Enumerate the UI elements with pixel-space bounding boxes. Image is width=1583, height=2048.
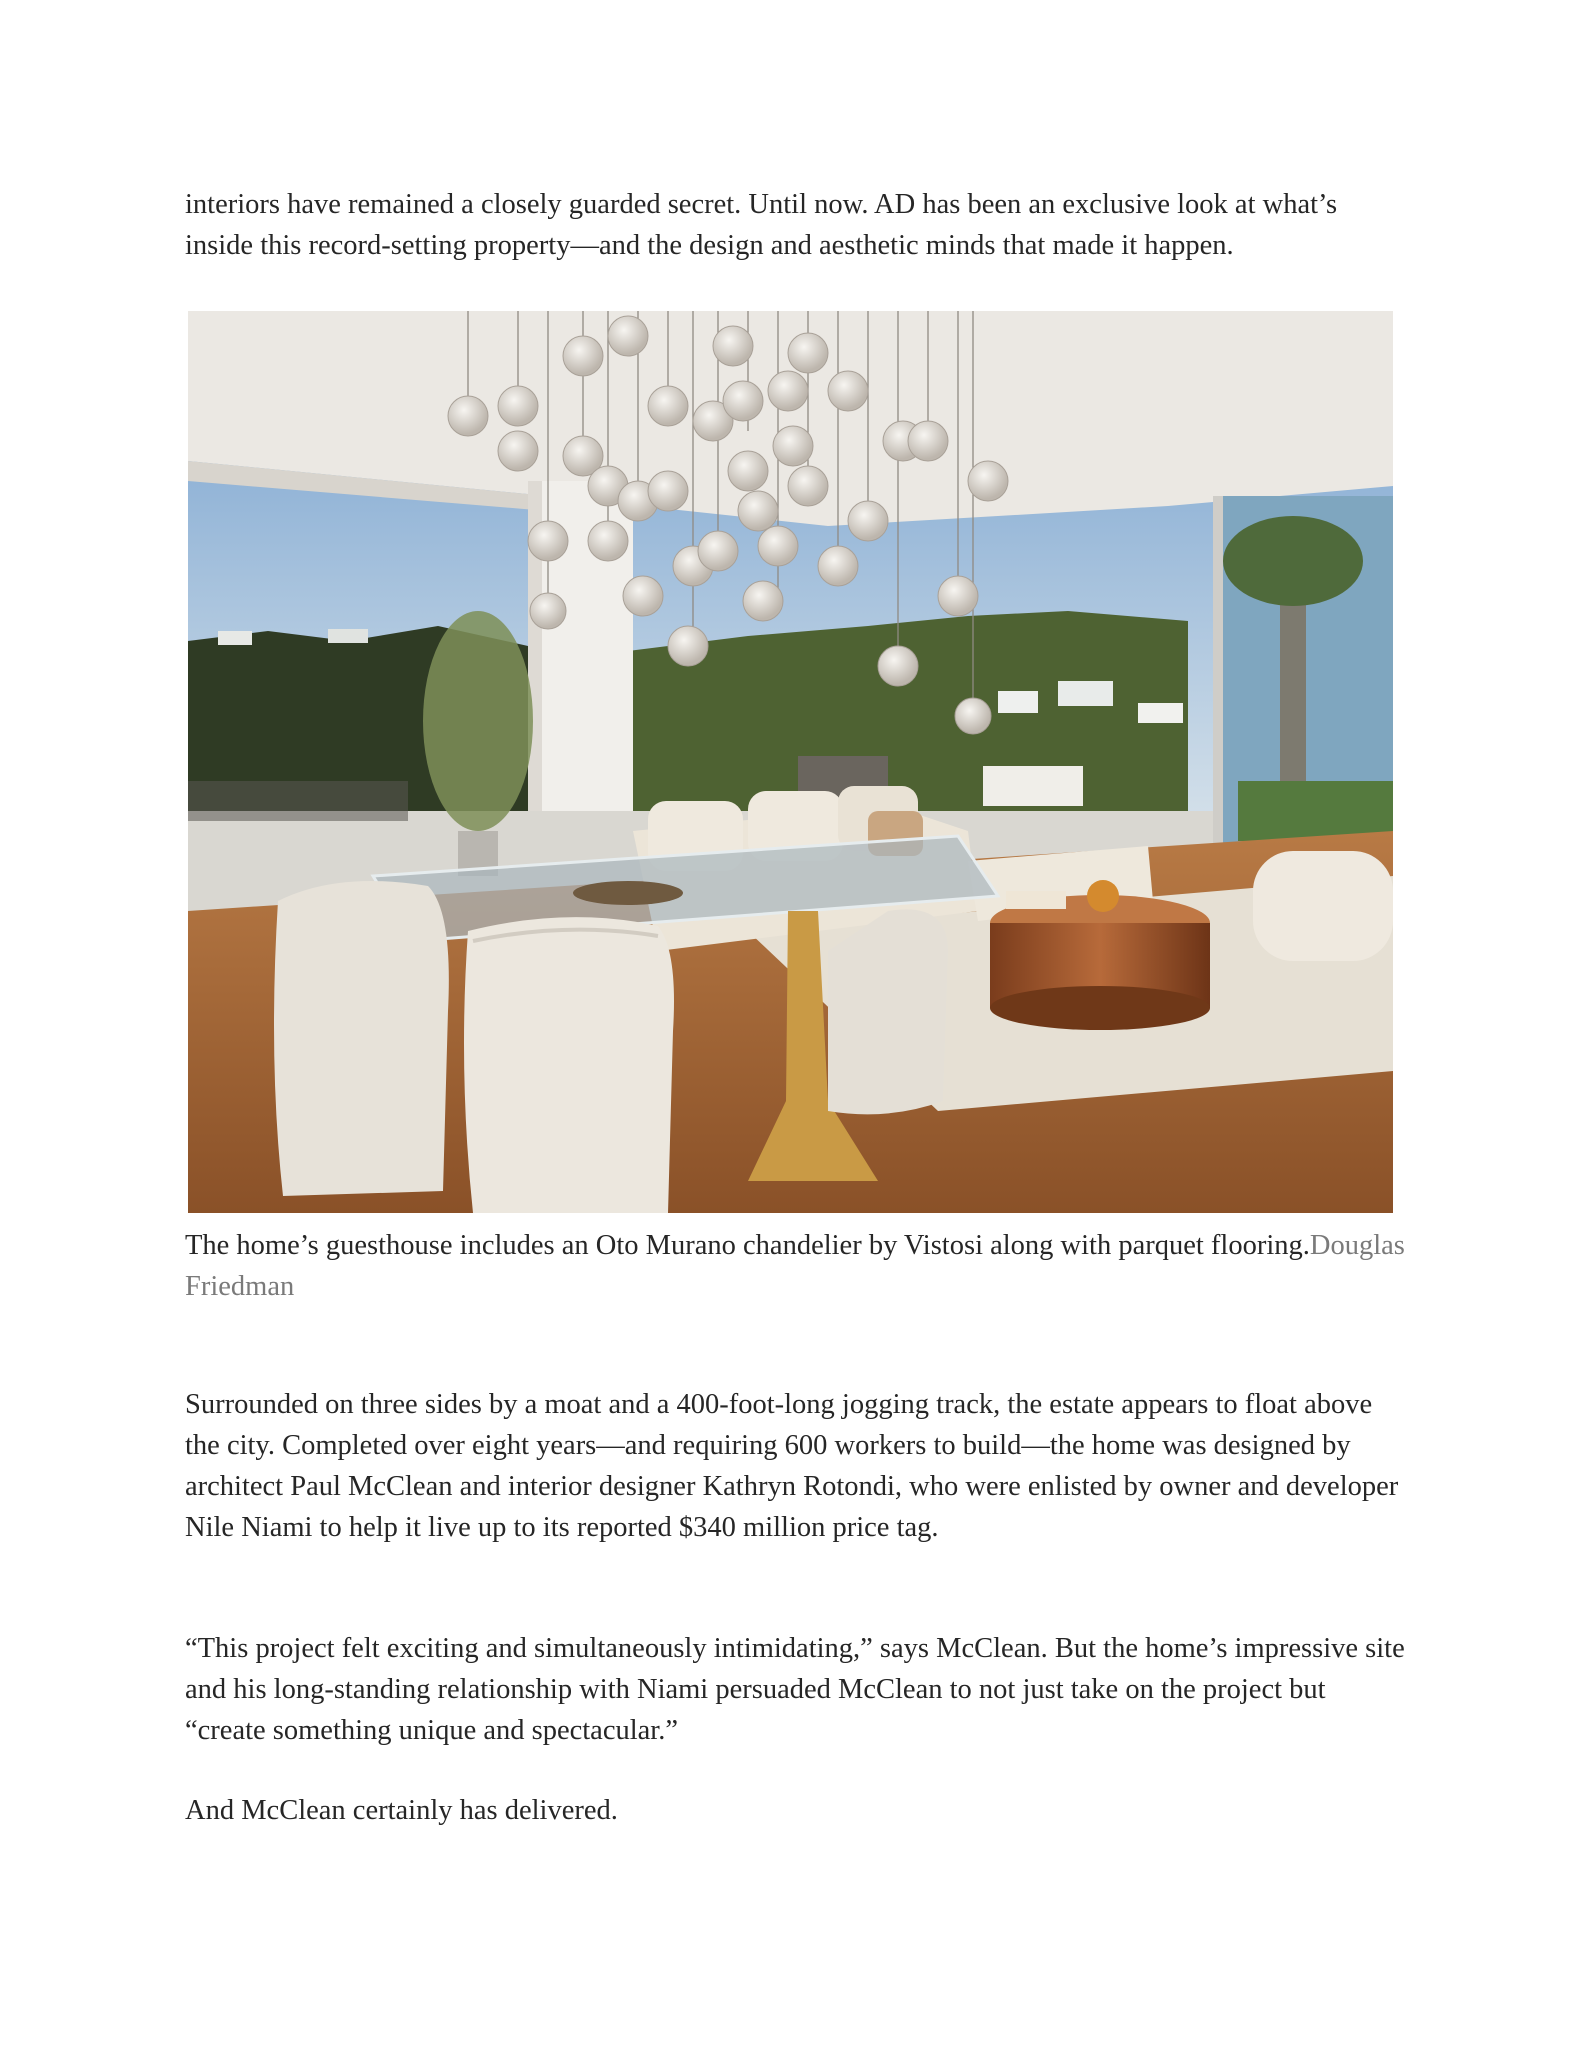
body-paragraph: And McClean certainly has delivered. (185, 1795, 618, 1826)
body-paragraph: “This project felt exciting and simultaneously intimidating,” says McClean. But the home’s impressive site and his long-standing relationship with Niami persuaded McClean to not just take on the project but “create something unique and spectacular.” (185, 1633, 1405, 1746)
photo-credit: Douglas Friedman (185, 1230, 1405, 1302)
caption-text: The home’s guesthouse includes an Oto Murano chandelier by Vistosi along with parquet flooring. (185, 1230, 1310, 1261)
interior-scene-illustration (188, 311, 1393, 1213)
body-paragraph: Surrounded on three sides by a moat and a 400-foot-long jogging track, the estate appears to float above the city. Completed over eight years—and requiring 600 workers to build—the home was designed by architect Paul McClean and interior designer Kathryn Rotondi, who were enlisted by owner and developer Nile Niami to help it live up to its reported $340 million price tag. (185, 1389, 1399, 1543)
photo-caption (185, 1225, 1405, 1307)
guesthouse-photo (188, 311, 1393, 1213)
intro-paragraph: interiors have remained a closely guarded secret. Until now. AD has been an exclusive look at what’s inside this record-setting property—and the design and aesthetic minds that made it happen. (185, 189, 1338, 261)
